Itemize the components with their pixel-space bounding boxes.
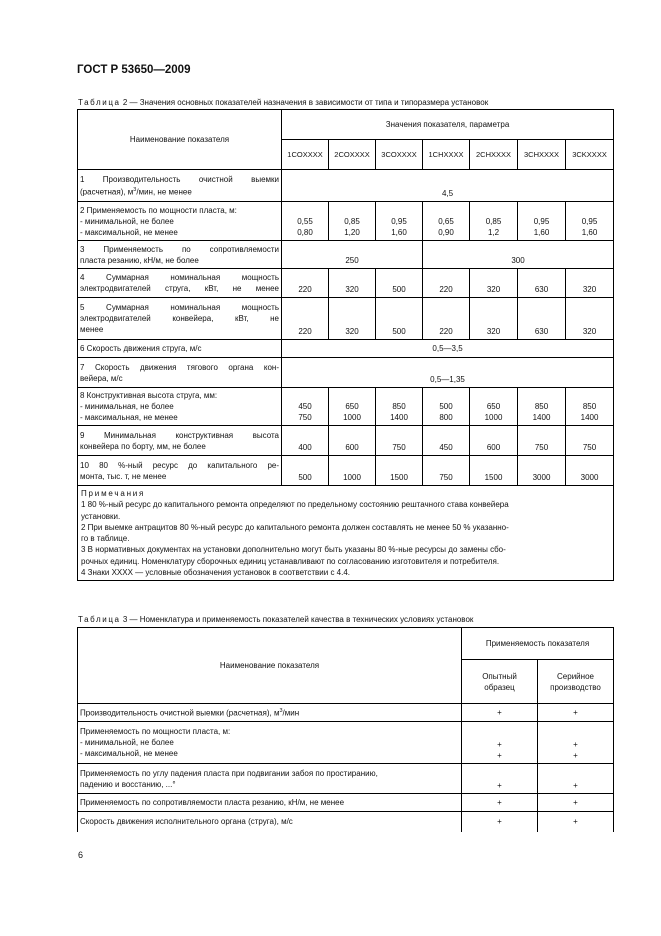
t2-r8-c5-min: 650 bbox=[486, 402, 501, 411]
t2-r8-c2-max: 1000 bbox=[343, 413, 361, 422]
t3-r2-name bbox=[78, 722, 462, 764]
table-row bbox=[78, 456, 614, 486]
t3-r2-line1: Применяемость по мощности пласта, м: bbox=[80, 727, 231, 736]
t2-r3-v1: 250 bbox=[282, 241, 423, 269]
t2-r8-c4-max: 800 bbox=[439, 413, 453, 422]
table2-caption-text: 2 — Значения основных показателей назначения в зависимости от типа и типоразмера установок bbox=[122, 98, 489, 107]
t2-type-6: 3CHXXXX bbox=[518, 140, 566, 170]
t2-note-2a: 2 При выемке антрацитов 80 %-ный ресурс до капитального ремонта должен составлять не менее 50 % указанно- bbox=[81, 522, 509, 532]
t2-r4-c2: 320 bbox=[329, 269, 376, 298]
t2-r5-line3: менее bbox=[80, 325, 104, 334]
t2-type-3: 3COXXXX bbox=[376, 140, 423, 170]
t2-r2-c6-max: 1,60 bbox=[533, 228, 550, 237]
t2-r8-c3 bbox=[376, 388, 423, 426]
t3-r2-v2a: + bbox=[573, 740, 578, 749]
t2-r9-c2: 600 bbox=[329, 426, 376, 456]
t2-r7-name bbox=[78, 358, 282, 388]
t2-r10-c3: 1500 bbox=[376, 456, 423, 486]
t2-r8-c3-min: 850 bbox=[392, 402, 406, 411]
t2-r2-line2: - минимальной, не более bbox=[80, 216, 174, 226]
t2-r8-line2: - минимальная, не более bbox=[80, 402, 174, 411]
t2-r9-name bbox=[78, 426, 282, 456]
t2-r3-v2: 300 bbox=[423, 241, 614, 269]
t2-r2-c4 bbox=[423, 202, 470, 241]
table3-caption-text: 3 — Номенклатура и применяемость показателей качества в технических условиях установок bbox=[122, 615, 474, 624]
t3-r2-v1a: + bbox=[497, 740, 502, 749]
t3-r2-v2b: + bbox=[573, 751, 578, 760]
t2-r5-c2: 320 bbox=[329, 298, 376, 340]
t2-r8-line3: - максимальная, не менее bbox=[80, 413, 178, 422]
table3-caption bbox=[78, 615, 473, 624]
table2-label: Таблица bbox=[78, 98, 121, 107]
t2-r8-c4 bbox=[423, 388, 470, 426]
t2-r2-c7 bbox=[566, 202, 614, 241]
t2-r9-c6: 750 bbox=[518, 426, 566, 456]
t2-r8-c6-max: 1400 bbox=[532, 413, 551, 422]
t2-r2-c5 bbox=[470, 202, 518, 241]
table-row bbox=[78, 298, 614, 340]
t2-r2-c3 bbox=[376, 202, 423, 241]
table-row bbox=[78, 794, 614, 812]
t2-r5-c4: 220 bbox=[423, 298, 470, 340]
t2-r8-c6 bbox=[518, 388, 566, 426]
t2-r2-c4-max: 0,90 bbox=[438, 228, 454, 237]
t2-r3-line1: 3 Применяемость по сопротивляемости bbox=[80, 244, 279, 254]
t3-r4-v1: + bbox=[462, 794, 538, 812]
t2-type-2: 2COXXXX bbox=[329, 140, 376, 170]
t2-r8-c7 bbox=[566, 388, 614, 426]
t2-r4-line1: 4 Суммарная номинальная мощность bbox=[80, 273, 279, 282]
t2-r10-c1: 500 bbox=[282, 456, 329, 486]
t2-r10-line2: монта, тыс. т, не менее bbox=[80, 471, 167, 481]
t3-app-header: Применяемость показателя bbox=[462, 628, 614, 660]
t3-r3-line2: падению и восстанию, ...° bbox=[80, 779, 176, 789]
t2-note-1b: установки. bbox=[81, 511, 121, 521]
t2-r9-c3: 750 bbox=[376, 426, 423, 456]
t2-r8-c5-max: 1000 bbox=[484, 413, 503, 422]
t3-col-prototype bbox=[462, 660, 538, 704]
t3-r2-v2 bbox=[538, 722, 614, 764]
table-row bbox=[78, 241, 614, 269]
t2-r2-line3: - максимальной, не менее bbox=[80, 227, 178, 237]
t2-r4-name bbox=[78, 269, 282, 298]
t2-r8-c1 bbox=[282, 388, 329, 426]
t2-r8-c5 bbox=[470, 388, 518, 426]
t2-r5-line2: электродвигателей конвейера, кВт, не bbox=[80, 314, 279, 323]
t2-r7-line2: вейера, м/с bbox=[80, 373, 123, 383]
t2-type-7: 3CKXXXX bbox=[566, 140, 614, 170]
t2-r1-line1: 1 Производительность очистной выемки bbox=[80, 174, 279, 184]
table-row bbox=[78, 340, 614, 358]
t2-r5-line1: 5 Суммарная номинальная мощность bbox=[80, 303, 279, 312]
t3-r1-name bbox=[78, 704, 462, 722]
t2-r8-c7-min: 850 bbox=[582, 402, 597, 411]
t2-r2-line1: 2 Применяемость по мощности пласта, м: bbox=[80, 205, 237, 215]
t3-col-serial bbox=[538, 660, 614, 704]
t3-col-serial-l2: производство bbox=[550, 682, 601, 692]
table-2 bbox=[77, 109, 614, 581]
t3-r5-v2: + bbox=[538, 812, 614, 832]
t3-r2-line3: - максимальной, не менее bbox=[80, 749, 178, 758]
t2-r7-line1: 7 Скорость движения тягового органа кон- bbox=[80, 362, 279, 372]
t3-r2-line2: - минимальной, не более bbox=[80, 738, 174, 747]
t3-r3-v1: + bbox=[462, 764, 538, 794]
table-row bbox=[78, 170, 614, 202]
t2-r8-c2 bbox=[329, 388, 376, 426]
t2-r8-name bbox=[78, 388, 282, 426]
t2-r10-c4: 750 bbox=[423, 456, 470, 486]
t2-r5-c6: 630 bbox=[518, 298, 566, 340]
t2-r2-c3-min: 0,95 bbox=[391, 217, 407, 226]
t2-r1-name bbox=[78, 170, 282, 202]
t2-r2-c2-max: 1,20 bbox=[344, 228, 360, 237]
t2-r10-c6: 3000 bbox=[518, 456, 566, 486]
table2-caption bbox=[78, 98, 488, 107]
t2-r2-c5-max: 1,2 bbox=[487, 228, 500, 237]
t3-col-prototype-l1: Опытный bbox=[482, 671, 517, 681]
t3-col-header: Наименование показателя bbox=[78, 628, 462, 704]
t2-r1-sup: 3 bbox=[133, 186, 137, 193]
table-row bbox=[78, 764, 614, 794]
t3-r1-v1: + bbox=[462, 704, 538, 722]
t2-r10-c5: 1500 bbox=[470, 456, 518, 486]
t2-notes-title: Примечания bbox=[81, 489, 146, 498]
t2-values-header: Значения показателя, параметра bbox=[282, 110, 614, 140]
t2-r2-c2-min: 0,85 bbox=[344, 217, 360, 226]
document-header: ГОСТ Р 53650—2009 bbox=[77, 64, 191, 76]
table-row bbox=[78, 202, 614, 241]
table-row bbox=[78, 704, 614, 722]
t3-r5-name: Скорость движения исполнительного органа (струга), м/с bbox=[78, 812, 462, 832]
t3-r1-a: Производительность очистной выемки (расчетная), м bbox=[80, 708, 280, 718]
t2-r4-c6: 630 bbox=[518, 269, 566, 298]
t2-r2-c3-max: 1,60 bbox=[391, 228, 407, 237]
t2-r2-c6-min: 0,95 bbox=[533, 217, 550, 226]
t2-r10-c7: 3000 bbox=[566, 456, 614, 486]
t2-r9-c1: 400 bbox=[282, 426, 329, 456]
t2-r5-c3: 500 bbox=[376, 298, 423, 340]
t2-type-1: 1COXXXX bbox=[282, 140, 329, 170]
t3-r1-v2: + bbox=[538, 704, 614, 722]
table3-label: Таблица bbox=[78, 615, 121, 624]
t2-r2-c1-max: 0,80 bbox=[297, 228, 313, 237]
t2-r9-c7: 750 bbox=[566, 426, 614, 456]
t2-r5-c1: 220 bbox=[282, 298, 329, 340]
t2-r4-c5: 320 bbox=[470, 269, 518, 298]
t2-r3-name bbox=[78, 241, 282, 269]
t2-r10-line1: 10 80 %-ный ресурс до капитального ре- bbox=[80, 460, 279, 470]
t3-r3-v2: + bbox=[538, 764, 614, 794]
t2-r6-name: 6 Скорость движения струга, м/с bbox=[78, 340, 282, 358]
t2-r4-c3: 500 bbox=[376, 269, 423, 298]
t3-r1-b: /мин bbox=[282, 708, 300, 718]
t2-r2-c6 bbox=[518, 202, 566, 241]
t3-r4-v2: + bbox=[538, 794, 614, 812]
t2-r4-c7: 320 bbox=[566, 269, 614, 298]
t2-r9-c4: 450 bbox=[423, 426, 470, 456]
table-row bbox=[78, 812, 614, 832]
t3-r5-v1: + bbox=[462, 812, 538, 832]
t2-r9-line2: конвейера по борту, мм, не более bbox=[80, 441, 206, 451]
t2-r2-c1 bbox=[282, 202, 329, 241]
page-number: 6 bbox=[78, 850, 84, 860]
t2-r5-c7: 320 bbox=[566, 298, 614, 340]
t3-col-prototype-l2: образец bbox=[484, 682, 515, 692]
t2-type-5: 2CHXXXX bbox=[470, 140, 518, 170]
t3-r2-v1b: + bbox=[497, 751, 502, 760]
t2-r8-c1-min: 450 bbox=[298, 402, 312, 411]
t2-r1-value: 4,5 bbox=[282, 170, 614, 202]
table-row bbox=[78, 269, 614, 298]
t2-r5-name bbox=[78, 298, 282, 340]
t2-notes bbox=[78, 486, 614, 581]
t2-note-1a: 1 80 %-ный ресурс до капитального ремонта определяют по предельному состоянию рештачного става конвейера bbox=[81, 500, 509, 510]
t2-r2-c7-min: 0,95 bbox=[581, 217, 598, 226]
t2-note-3a: 3 В нормативных документах на установки дополнительно могут быть указаны 80 %-ные ресурсы до замены сбо- bbox=[81, 545, 506, 555]
table-3 bbox=[77, 627, 614, 832]
table-row bbox=[78, 358, 614, 388]
table-row bbox=[78, 722, 614, 764]
table-row bbox=[78, 388, 614, 426]
t2-r9-line1: 9 Минимальная конструктивная высота bbox=[80, 430, 279, 440]
t2-r3-line2: пласта резанию, кН/м, не более bbox=[80, 255, 199, 265]
t2-r9-c5: 600 bbox=[470, 426, 518, 456]
t3-r3-name bbox=[78, 764, 462, 794]
t2-r8-c4-min: 500 bbox=[439, 402, 453, 411]
t2-col-header: Наименование показателя bbox=[78, 110, 282, 170]
t2-r10-c2: 1000 bbox=[329, 456, 376, 486]
t2-r8-c3-max: 1400 bbox=[390, 413, 408, 422]
t3-col-serial-l1: Серийное bbox=[557, 671, 594, 681]
t2-r1-line3: /мин, не менее bbox=[136, 187, 192, 197]
t2-r8-c6-min: 850 bbox=[534, 402, 549, 411]
t2-r2-c1-min: 0,55 bbox=[297, 217, 313, 226]
t2-r8-line1: 8 Конструктивная высота струга, мм: bbox=[80, 391, 218, 400]
t2-r2-c7-max: 1,60 bbox=[581, 228, 598, 237]
t2-r4-c1: 220 bbox=[282, 269, 329, 298]
t2-type-4: 1CHXXXX bbox=[423, 140, 470, 170]
t2-r2-name bbox=[78, 202, 282, 241]
t2-note-4: 4 Знаки XXXX — условные обозначения установок в соответствии с 4.4. bbox=[81, 568, 351, 578]
t2-r2-c2 bbox=[329, 202, 376, 241]
table-row bbox=[78, 426, 614, 456]
t2-r2-c5-min: 0,85 bbox=[485, 217, 502, 226]
t2-r5-c5: 320 bbox=[470, 298, 518, 340]
t2-note-2b: го в таблице. bbox=[81, 534, 130, 544]
t2-r4-line2: электродвигателей струга, кВт, не менее bbox=[80, 284, 279, 293]
t3-r4-name: Применяемость по сопротивляемости пласта резанию, кН/м, не менее bbox=[78, 794, 462, 812]
t2-r8-c1-max: 750 bbox=[298, 413, 312, 422]
t2-r1-line2: (расчетная), м bbox=[80, 187, 134, 197]
t2-r2-c4-min: 0,65 bbox=[438, 217, 454, 226]
t3-r1-sup: 3 bbox=[279, 708, 283, 715]
t2-r8-c7-max: 1400 bbox=[580, 413, 599, 422]
t2-note-3b: рочных единиц. Номенклатуру сборочных единиц устанавливают по согласованию изготовителя и потребителя. bbox=[81, 556, 500, 566]
t2-r7-value: 0,5—1,35 bbox=[282, 358, 614, 388]
t2-r10-name bbox=[78, 456, 282, 486]
t3-r2-v1 bbox=[462, 722, 538, 764]
t2-r6-value: 0,5—3,5 bbox=[282, 340, 614, 358]
t2-r4-c4: 220 bbox=[423, 269, 470, 298]
t2-r8-c2-min: 650 bbox=[345, 402, 359, 411]
t3-r3-line1: Применяемость по углу падения пласта при подвигании забоя по простиранию, bbox=[80, 768, 378, 778]
